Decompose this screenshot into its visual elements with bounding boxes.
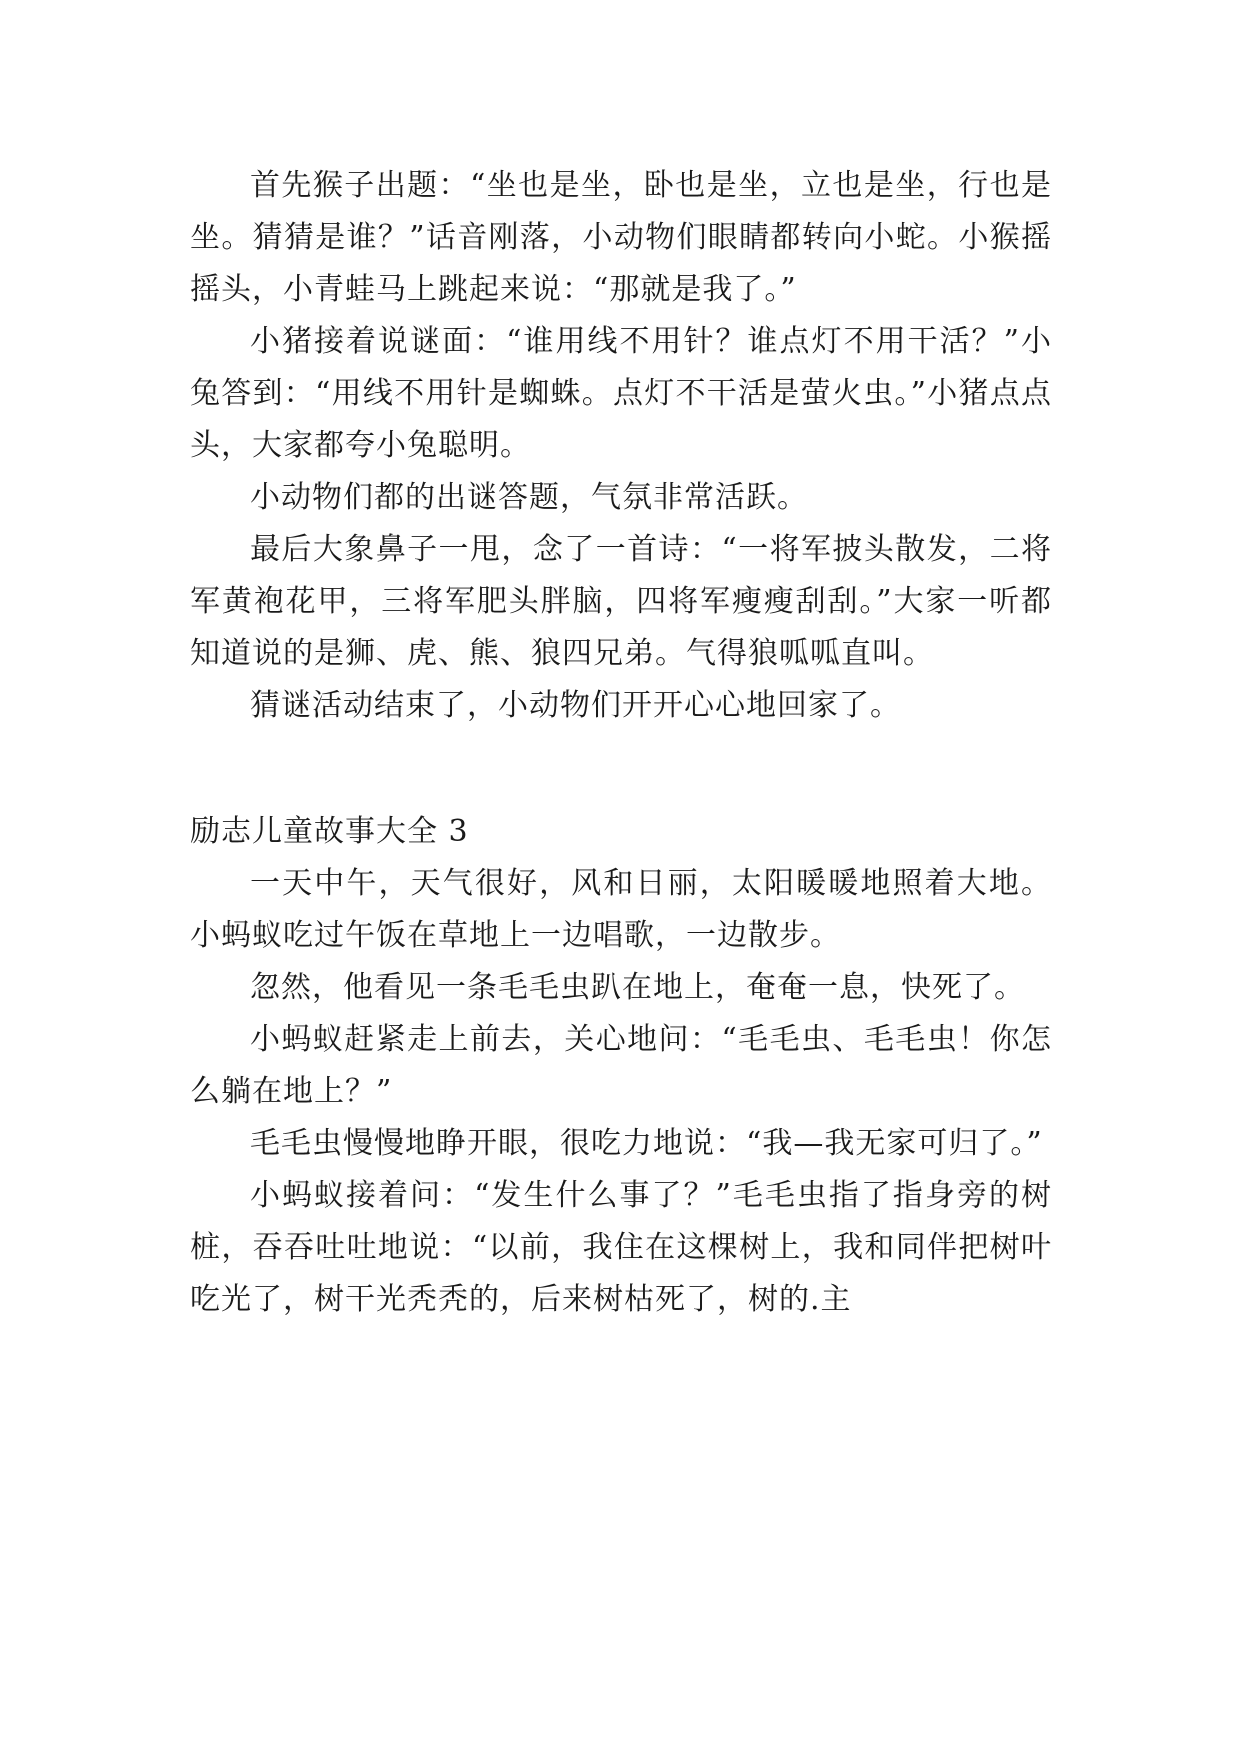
section-heading: 励志儿童故事大全 3 — [190, 814, 469, 849]
document-body — [190, 160, 1052, 1326]
paragraph: 猜谜活动结束了，小动物们开开心心地回家了。 — [250, 688, 901, 723]
paragraph: 忽然，他看见一条毛毛虫趴在地上，奄奄一息，快死了。 — [250, 970, 1025, 1005]
paragraph: 一天中午，天气很好，风和日丽，太阳暖暖地照着大地。小蚂蚁吃过午饭在草地上一边唱歌，一边散步。 — [190, 866, 1052, 953]
paragraph: 小猪接着说谜面：“谁用线不用针？谁点灯不用干活？”小兔答到：“用线不用针是蜘蛛。点灯不干活是萤火虫。”小猪点点头，大家都夸小兔聪明。 — [190, 324, 1052, 463]
paragraph: 首先猴子出题：“坐也是坐，卧也是坐，立也是坐，行也是坐。猜猜是谁？”话音刚落，小动物们眼睛都转向小蛇。小猴摇摇头，小青蛙马上跳起来说：“那就是我了。” — [190, 168, 1052, 307]
paragraph: 小动物们都的出谜答题，气氛非常活跃。 — [250, 480, 808, 515]
section-spacer — [190, 732, 1052, 806]
paragraph: 小蚂蚁接着问：“发生什么事了？”毛毛虫指了指身旁的树桩，吞吞吐吐地说：“以前，我住在这棵树上，我和同伴把树叶吃光了，树干光秃秃的，后来树枯死了，树的.主 — [190, 1178, 1052, 1317]
paragraph: 小蚂蚁赶紧走上前去，关心地问：“毛毛虫、毛毛虫！你怎么躺在地上？” — [190, 1022, 1052, 1109]
paragraph: 毛毛虫慢慢地睁开眼，很吃力地说：“我—我无家可归了。” — [250, 1126, 1043, 1161]
paragraph: 最后大象鼻子一甩，念了一首诗：“一将军披头散发，二将军黄袍花甲，三将军肥头胖脑，四将军瘦瘦刮刮。”大家一听都知道说的是狮、虎、熊、狼四兄弟。气得狼呱呱直叫。 — [190, 532, 1052, 671]
